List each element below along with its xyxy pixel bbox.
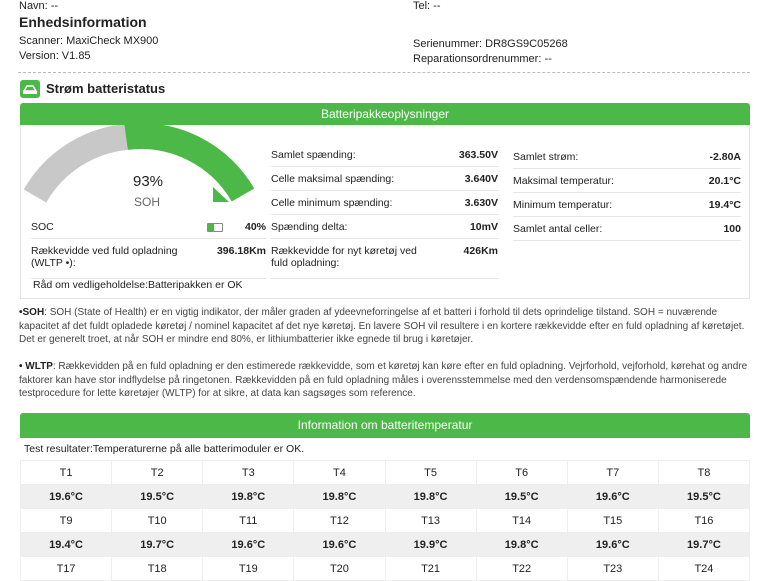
soc-label: SOC [31,221,54,233]
sensor-value: 19.8°C [294,485,385,509]
value: 3.630V [464,197,498,209]
value: 100 [723,223,741,235]
soh-label: SOH [134,195,161,209]
label: Spænding delta: [271,221,348,233]
sensor-label: T22 [476,557,567,581]
soc-value: 40% [244,221,266,233]
sensor-value: 19.8°C [385,485,476,509]
total-voltage-row [271,143,498,167]
sensor-value-row [21,533,750,557]
sensor-value: 19.7°C [112,533,203,557]
sensor-label: T4 [294,461,385,485]
sensor-value: 19.5°C [112,485,203,509]
sensor-label: T24 [658,557,749,581]
new-vehicle-range-row [271,239,498,279]
voltage-delta-row [271,215,498,239]
temperature-header: Information om batteritemperatur [20,413,750,438]
total-current-row [513,145,741,169]
sensor-label: T9 [21,509,112,533]
sensor-label-row [21,461,750,485]
sensor-label: T20 [294,557,385,581]
sensor-label: T14 [476,509,567,533]
value: -2.80A [709,151,741,163]
sensor-label: T21 [385,557,476,581]
soc-row [31,215,266,239]
value: 19.4°C [708,199,741,211]
car-battery-icon [20,80,40,98]
wltp-note [19,360,749,401]
sensor-value: 19.6°C [21,485,112,509]
cell-count-row [513,217,741,241]
temperature-result: Test resultater:Temperaturerne på alle batterimoduler er OK. [24,443,305,455]
wltp-text: : Rækkevidden på en fuld opladning er den estimerede rækkevidde, som et køretøj kan køre efter en fuld opladning. Vejrforhold, vejforhold, kørehat og andre faktorer kan have stor indflydelse på ringetonen. Rækkevidden på en fuld opladning måles i overensstemmelse med den verdensomspændende harmoniserede testprocedure for lette køretøjer (WLTP) for at sikre, at data kan sagsøges som reference. [19,361,748,399]
soh-term: •SOH [19,307,45,318]
sensor-label: T2 [112,461,203,485]
sensor-value: 19.5°C [476,485,567,509]
sensor-label-row [21,557,750,581]
sensor-label: T11 [203,509,294,533]
sensor-value: 19.6°C [567,533,658,557]
pack-header: Batteripakkeoplysninger [20,103,750,125]
sensor-label: T6 [476,461,567,485]
sensor-label: T5 [385,461,476,485]
soh-note [19,306,749,347]
sensor-label: T8 [658,461,749,485]
sensor-value: 19.6°C [567,485,658,509]
sensor-label: T10 [112,509,203,533]
sensor-label: T1 [21,461,112,485]
pack-panel [20,125,750,299]
sensor-label-row [21,509,750,533]
gauge-track [35,137,126,196]
sensor-label: T19 [203,557,294,581]
sensor-label: T7 [567,461,658,485]
value: 20.1°C [708,175,741,187]
serial-number: Serienummer: DR8GS9C05268 [413,38,568,50]
sensor-label: T3 [203,461,294,485]
sensor-value: 19.8°C [476,533,567,557]
customer-name: Navn: -- [19,0,59,12]
label: Samlet spænding: [271,149,356,161]
cell-min-voltage-row [271,191,498,215]
maintenance-advice: Råd om vedligeholdelse:Batteripakken er OK [33,279,243,291]
sensor-value: 19.8°C [203,485,294,509]
sensor-label: T16 [658,509,749,533]
min-temp-row [513,193,741,217]
sensor-value: 19.7°C [658,533,749,557]
label: Celle maksimal spænding: [271,173,395,185]
label: Samlet antal celler: [513,223,603,235]
range-value: 396.18Km [216,245,266,257]
cell-max-voltage-row [271,167,498,191]
range-label: Rækkevidde ved fuld opladning (WLTP •): [31,245,178,269]
max-temp-row [513,169,741,193]
sensor-value-row [21,485,750,509]
label: Maksimal temperatur: [513,175,614,187]
sensor-value: 19.9°C [385,533,476,557]
sensor-value: 19.5°C [658,485,749,509]
value: 426Km [463,245,498,257]
value: 363.50V [458,149,498,161]
sensor-value: 19.6°C [294,533,385,557]
temperature-table [20,460,750,581]
soh-value: 93% [133,173,164,190]
sensor-label: T13 [385,509,476,533]
sensor-label: T17 [21,557,112,581]
sensor-value: 19.6°C [203,533,294,557]
value: 3.640V [464,173,498,185]
sensor-value: 19.4°C [21,533,112,557]
sensor-label: T15 [567,509,658,533]
label: Samlet strøm: [513,151,579,163]
battery-icon [207,223,223,232]
label: Rækkevidde for nyt køretøj ved fuld opladning: [271,245,417,269]
label: Celle minimum spænding: [271,197,393,209]
value: 10mV [469,221,498,233]
customer-tel: Tel: -- [413,0,441,12]
device-info-title: Enhedsinformation [19,14,147,30]
version: Version: V1.85 [19,50,91,62]
repair-order: Reparationsordrenummer: -- [413,53,552,65]
wltp-term: • WLTP [19,361,53,372]
label: Minimum temperatur: [513,199,613,211]
divider [18,72,750,73]
sensor-label: T12 [294,509,385,533]
scanner: Scanner: MaxiCheck MX900 [19,35,159,47]
range-row [31,239,266,279]
sensor-label: T18 [112,557,203,581]
section-title: Strøm batteristatus [46,81,166,96]
sensor-label: T23 [567,557,658,581]
soh-text: : SOH (State of Health) er en vigtig indikator, der måler graden af ydeevneforringelse af et batteri i forhold til dets oprindelige tilstand. SOH = nuværende kapacitet af det fuldt opladede køretøj / nominel kapacitet af det nye køretøj. En lavere SOH vil resultere i en kortere rækkevidde efter en fuld opladning af køretøjet. Det er generelt troet, at når SOH er mindre end 80%, er lithiumbatterier ikke egnede til brug i køretøjer. [19,307,745,345]
